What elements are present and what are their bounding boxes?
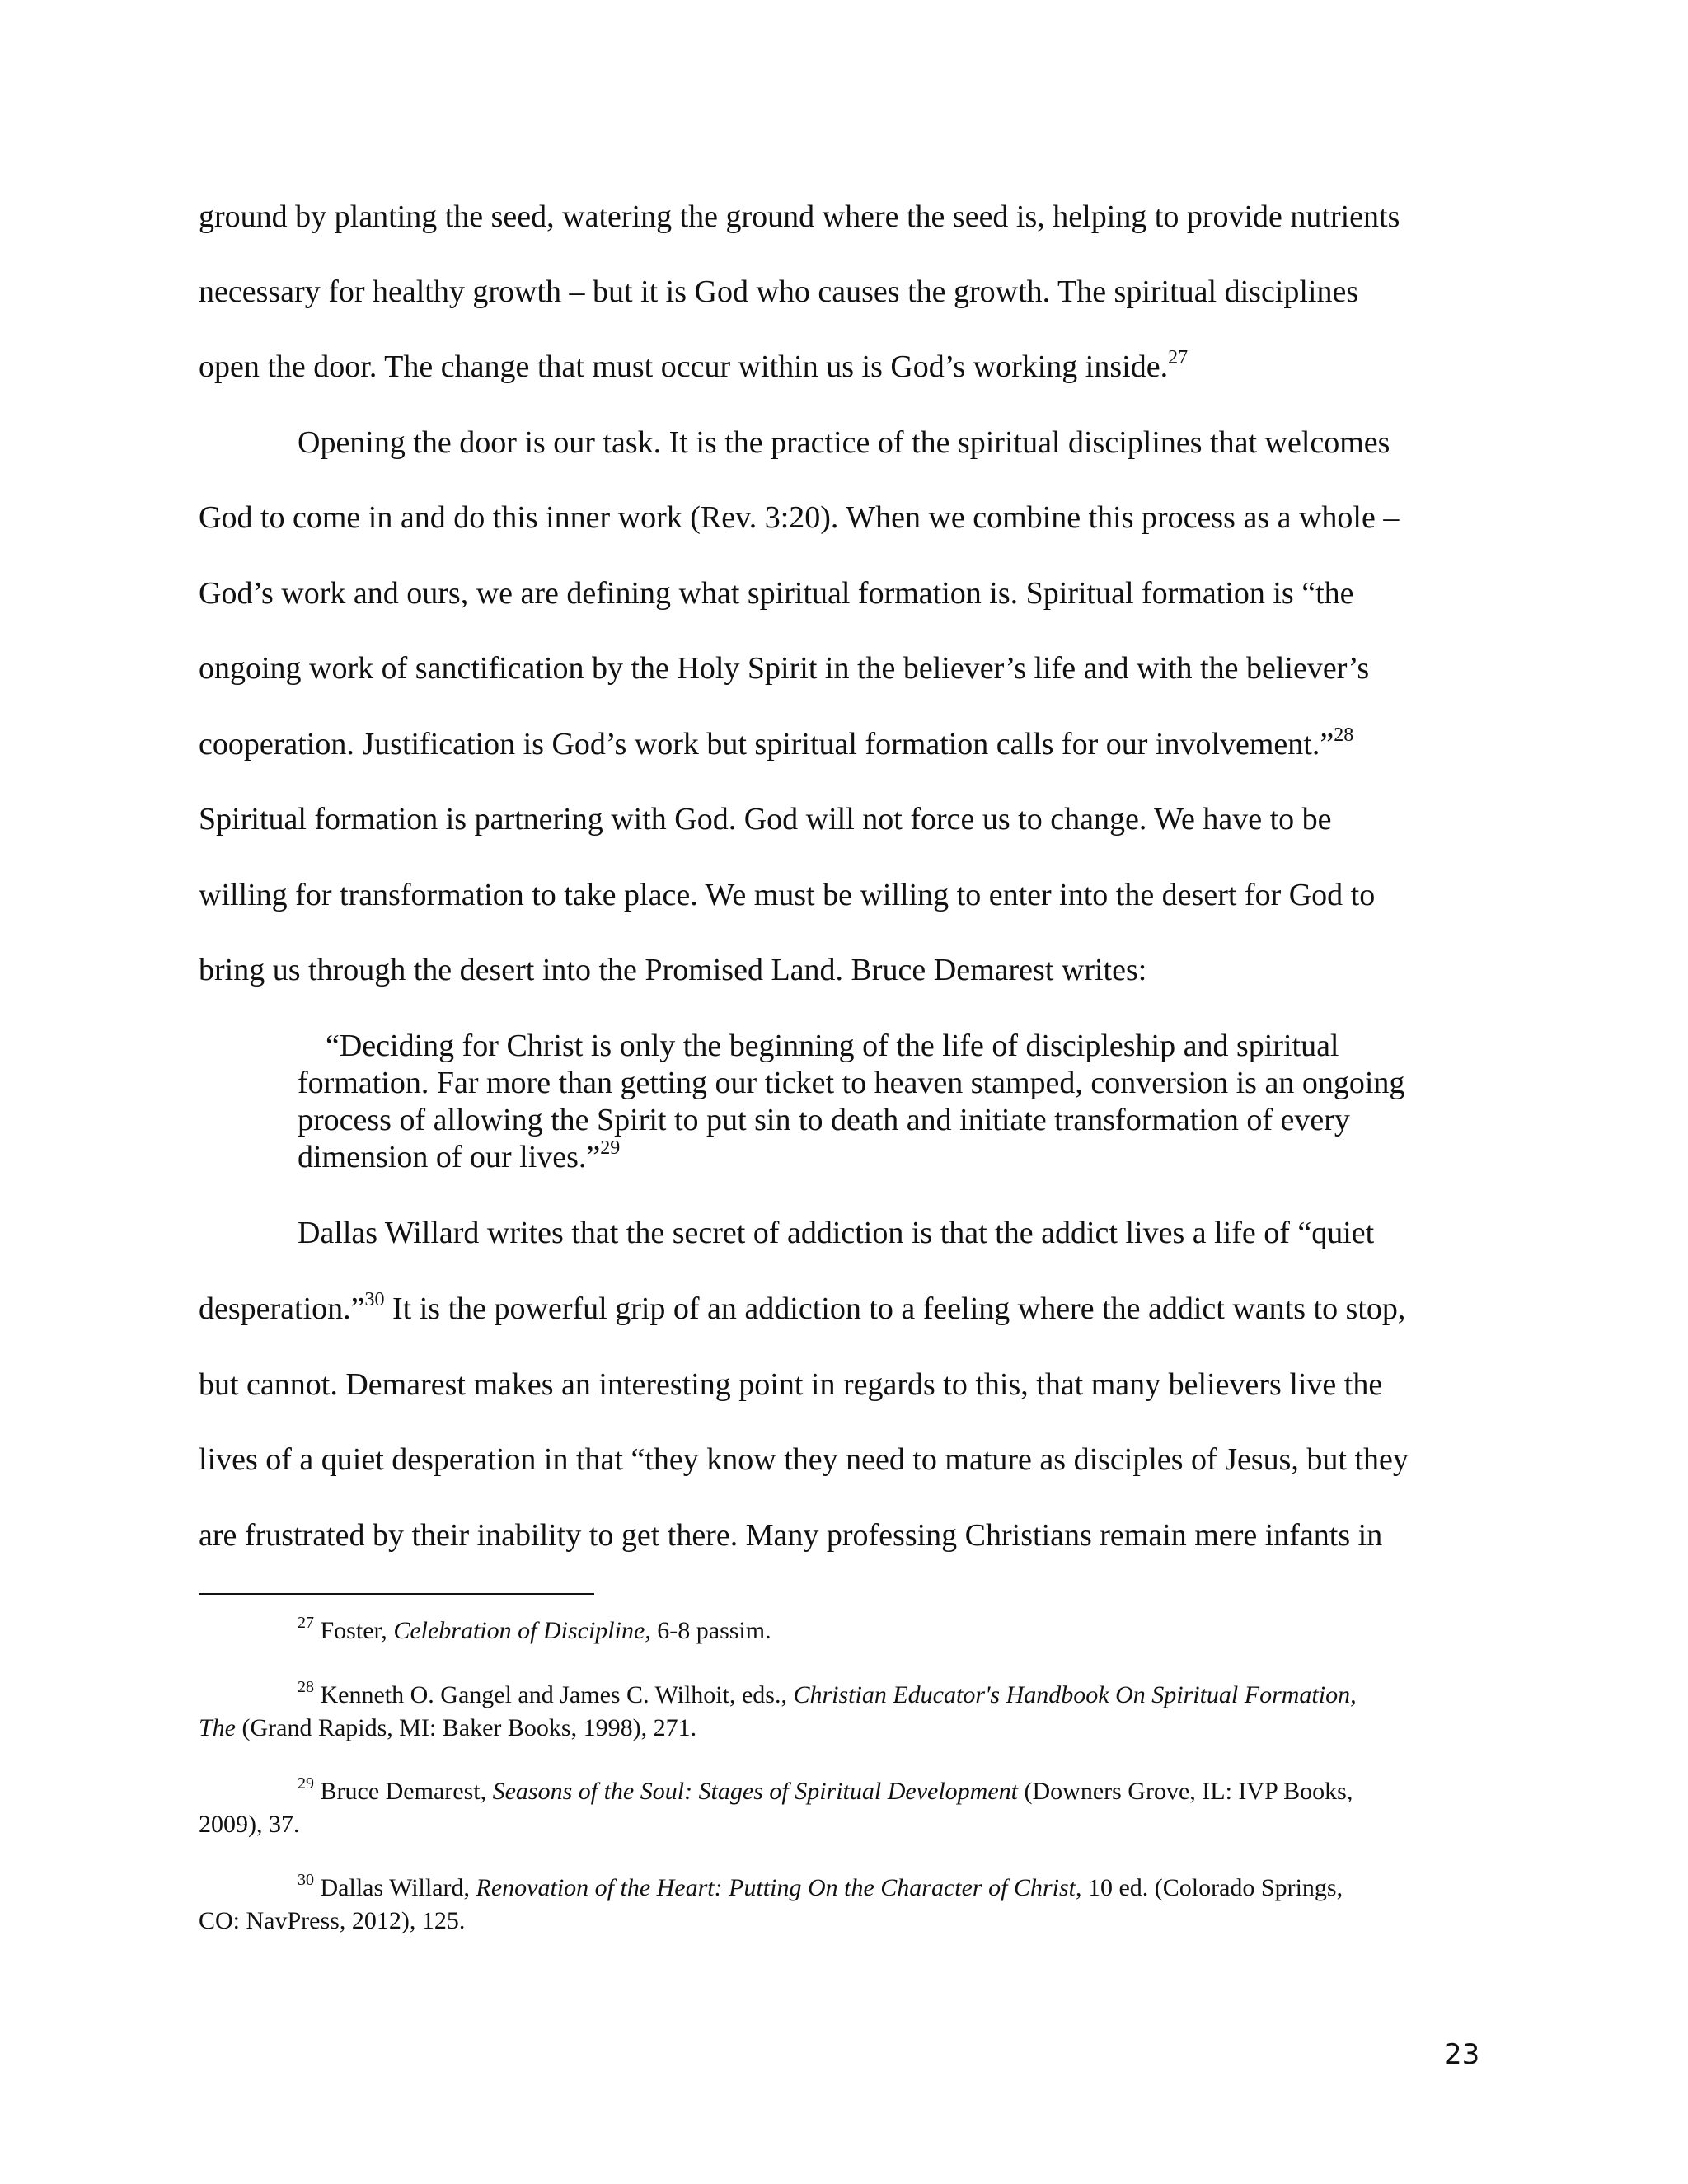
body-line: Spiritual formation is partnering with God. God will not force us to change. We have to be	[199, 802, 1332, 837]
blockquote-line: “Deciding for Christ is only the beginning of the life of discipleship and spiritual	[326, 1029, 1339, 1063]
footnote-27: $^{27}$ Foster, Celebration of Discipline, 6-8 passim.	[298, 1614, 771, 1644]
body-line: cooperation. Justification is God’s work but spiritual formation calls for our involvement.”$^{28}$	[199, 724, 1354, 762]
body-line: but cannot. Demarest makes an interesting point in regards to this, that many believers live the	[199, 1367, 1383, 1402]
blockquote-line: process of allowing the Spirit to put sin to death and initiate transformation of every	[298, 1103, 1350, 1137]
body-line: ongoing work of sanctification by the Holy Spirit in the believer’s life and with the believer’s	[199, 651, 1370, 686]
page-number: 23	[1444, 2038, 1480, 2071]
body-line: necessary for healthy growth – but it is God who causes the growth. The spiritual disciplines	[199, 274, 1359, 309]
footnote-30: $^{30}$ Dallas Willard, Renovation of the Heart: Putting On the Character of Christ, 10 ed. (Colorado Springs,	[298, 1871, 1343, 1901]
footnote-ref: 30	[364, 1289, 385, 1311]
footnote-ref: 28	[1334, 724, 1354, 747]
body-line: Dallas Willard writes that the secret of addiction is that the addict lives a life of “quiet	[298, 1216, 1375, 1250]
blockquote-line: dimension of our lives.”$^{29}$	[298, 1137, 621, 1174]
body-line: willing for transformation to take place. We must be willing to enter into the desert for God to	[199, 878, 1376, 912]
body-line: Opening the door is our task. It is the practice of the spiritual disciplines that welcomes	[298, 425, 1390, 460]
footnote-ref: 29	[600, 1137, 621, 1160]
footnote-30-cont: CO: NavPress, 2012), 125.	[199, 1907, 466, 1934]
body-line: are frustrated by their inability to get there. Many professing Christians remain mere infants in	[199, 1518, 1383, 1553]
blockquote-line: formation. Far more than getting our ticket to heaven stamped, conversion is an ongoing	[298, 1066, 1405, 1100]
body-line: ground by planting the seed, watering the ground where the seed is, helping to provide nutrients	[199, 199, 1400, 234]
body-line: open the door. The change that must occur within us is God’s working inside.$^{27}$	[199, 347, 1189, 384]
body-line: lives of a quiet desperation in that “they know they need to mature as disciples of Jesus, but they	[199, 1442, 1409, 1477]
footnote-29: $^{29}$ Bruce Demarest, Seasons of the Soul: Stages of Spiritual Development (Downers Grove, IL: IVP Books,	[298, 1774, 1353, 1805]
body-line: God to come in and do this inner work (Rev. 3:20). When we combine this process as a whole –	[199, 500, 1400, 535]
body-line: God’s work and ours, we are defining what spiritual formation is. Spiritual formation is “the	[199, 576, 1354, 611]
body-line: bring us through the desert into the Promised Land. Bruce Demarest writes:	[199, 953, 1147, 987]
body-line: desperation.”$^{30}$ It is the powerful grip of an addiction to a feeling where the addict wants to stop,	[199, 1289, 1406, 1326]
footnote-ref: 27	[1168, 347, 1189, 369]
footnote-separator	[199, 1593, 594, 1595]
footnote-28-cont: The (Grand Rapids, MI: Baker Books, 1998), 271.	[199, 1714, 697, 1741]
footnote-28: $^{28}$ Kenneth O. Gangel and James C. Wilhoit, eds., Christian Educator's Handbook On Spiritual Formation,	[298, 1678, 1357, 1708]
footnote-29-cont: 2009), 37.	[199, 1811, 300, 1838]
